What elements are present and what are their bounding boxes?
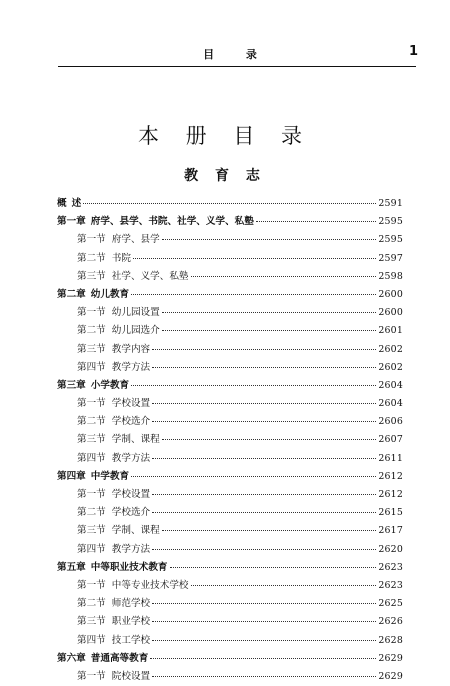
- toc-page-number: 2623: [378, 561, 403, 573]
- toc-chapter-row[interactable]: [57, 468, 403, 486]
- toc-section-row[interactable]: [57, 431, 403, 449]
- toc-page-number: 2600: [378, 307, 403, 319]
- toc-section-row[interactable]: [57, 541, 403, 559]
- toc-section-row[interactable]: [57, 304, 403, 322]
- toc-entry-title: 小学教育: [90, 379, 130, 391]
- toc-entry-number: 第三章: [57, 379, 86, 391]
- dot-leader: [256, 221, 376, 222]
- toc-page-number: 2620: [378, 543, 403, 555]
- toc-entry-title: 中等专业技术学校: [111, 579, 189, 591]
- toc-entry-number: 第二节: [77, 507, 106, 519]
- toc-entry-label: [57, 650, 148, 668]
- toc-entry-number: 第一节: [77, 398, 106, 410]
- toc-page-number: 2604: [378, 379, 403, 391]
- dot-leader: [133, 258, 376, 259]
- toc-entry-title: 中等职业技术教育: [90, 561, 168, 573]
- toc-entry-number: 第一章: [57, 216, 86, 228]
- toc-page-number: 2612: [378, 470, 403, 482]
- toc-section-row[interactable]: [57, 231, 403, 249]
- toc-section-row[interactable]: [57, 595, 403, 613]
- toc-section-row[interactable]: [57, 250, 403, 268]
- dot-leader: [152, 403, 376, 404]
- table-of-contents: [57, 195, 403, 686]
- header-rule: [58, 66, 416, 67]
- toc-entry-title: 教学方法: [111, 361, 151, 373]
- toc-entry-label: [77, 431, 160, 449]
- dot-leader: [162, 530, 377, 531]
- dot-leader: [152, 676, 376, 677]
- toc-section-row[interactable]: [57, 359, 403, 377]
- toc-chapter-row[interactable]: [57, 377, 403, 395]
- toc-entry-label: [57, 377, 129, 395]
- toc-entry-label: [57, 213, 254, 231]
- toc-page-number: 2629: [378, 670, 403, 682]
- toc-entry-number: 概: [57, 198, 67, 209]
- dot-leader: [152, 640, 376, 641]
- toc-page-number: 2606: [378, 416, 403, 428]
- toc-page-number: 2623: [378, 579, 403, 591]
- toc-entry-label: [57, 195, 81, 213]
- toc-entry-label: [77, 595, 150, 613]
- toc-entry-number: 第四节: [77, 543, 106, 555]
- toc-entry-title: 社学、义学、私塾: [111, 270, 189, 282]
- running-head-title: 目 录: [203, 48, 271, 61]
- dot-leader: [152, 349, 376, 350]
- toc-page-number: 2617: [378, 525, 403, 537]
- toc-entry-number: 第二章: [57, 288, 86, 300]
- toc-chapter-row[interactable]: [57, 213, 403, 231]
- toc-section-row[interactable]: [57, 413, 403, 431]
- toc-page-number: 2591: [378, 198, 403, 209]
- toc-entry-number: 第三节: [77, 434, 106, 446]
- dot-leader: [152, 512, 376, 513]
- toc-page-number: 2629: [378, 652, 403, 664]
- toc-entry-title: 技工学校: [111, 634, 151, 646]
- toc-section-row[interactable]: [57, 668, 403, 686]
- toc-entry-number: 第二节: [77, 598, 106, 610]
- toc-entry-title: 书院: [111, 252, 131, 264]
- dot-leader: [162, 312, 377, 313]
- dot-leader: [152, 421, 376, 422]
- toc-entry-number: 第三节: [77, 270, 106, 282]
- toc-section-row[interactable]: [57, 522, 403, 540]
- toc-chapter-row[interactable]: [57, 650, 403, 668]
- toc-entry-title: 学校设置: [111, 489, 151, 500]
- toc-entry-title: 幼儿园设置: [111, 307, 160, 319]
- dot-leader: [191, 585, 377, 586]
- dot-leader: [162, 439, 377, 440]
- toc-entry-label: [77, 486, 150, 504]
- toc-entry-number: 第三节: [77, 343, 106, 355]
- toc-entry-label: [77, 341, 150, 359]
- toc-page-number: 2595: [378, 216, 403, 228]
- toc-entry-number: 第四节: [77, 634, 106, 646]
- toc-entry-number: 第五章: [57, 561, 86, 573]
- section-title: 教 育 志: [184, 168, 266, 184]
- toc-entry-label: [57, 468, 129, 486]
- dot-leader: [131, 294, 376, 295]
- toc-entry-label: [77, 668, 150, 686]
- toc-entry-title: 教学方法: [111, 543, 151, 555]
- toc-entry-title: 学制、课程: [111, 434, 160, 446]
- toc-section-row[interactable]: [57, 504, 403, 522]
- toc-entry-title: 学校选介: [111, 507, 151, 519]
- toc-entry-number: 第四节: [77, 452, 106, 464]
- toc-page-number: 2628: [378, 634, 403, 646]
- toc-entry-title: 师范学校: [111, 598, 151, 610]
- toc-page-number: 2597: [378, 252, 403, 264]
- dot-leader: [162, 239, 377, 240]
- toc-entry-title: 教学内容: [111, 343, 151, 355]
- toc-page-number: 2607: [378, 434, 403, 446]
- toc-entry-number: 第一节: [77, 579, 106, 591]
- toc-page-number: 2595: [378, 234, 403, 246]
- toc-section-row[interactable]: [57, 577, 403, 595]
- page-number: 1: [408, 44, 418, 59]
- toc-entry-title: 府学、县学: [111, 234, 160, 246]
- toc-entry-label: [77, 577, 189, 595]
- dot-leader: [152, 621, 376, 622]
- toc-entry-title: 教学方法: [111, 452, 151, 464]
- toc-entry-number: 第四章: [57, 470, 86, 482]
- toc-entry-label: [77, 250, 131, 268]
- toc-entry-title: 学校设置: [111, 398, 151, 410]
- toc-entry-title: 府学、县学、书院、社学、义学、私塾: [90, 216, 254, 228]
- toc-entry-number: 第二节: [77, 325, 106, 337]
- toc-section-row[interactable]: [57, 395, 403, 413]
- toc-section-row[interactable]: [57, 268, 403, 286]
- dot-leader: [152, 494, 376, 495]
- toc-entry-label: [77, 450, 150, 468]
- running-head: [58, 46, 416, 66]
- toc-section-row[interactable]: [57, 486, 403, 504]
- toc-entry-number: 第二节: [77, 416, 106, 428]
- toc-entry-label: [77, 395, 150, 413]
- toc-section-row[interactable]: [57, 450, 403, 468]
- dot-leader: [131, 476, 376, 477]
- dot-leader: [152, 458, 376, 459]
- toc-entry-number: 第三节: [77, 616, 106, 628]
- toc-entry-label: [57, 559, 168, 577]
- toc-entry-label: [77, 613, 150, 631]
- dot-leader: [152, 549, 376, 550]
- toc-entry-label: [77, 504, 150, 522]
- toc-entry-number: 第一节: [77, 234, 106, 246]
- book-title: 本 册 目 录: [137, 124, 313, 148]
- toc-entry-number: 第一节: [77, 670, 106, 682]
- toc-entry-title: 学校选介: [111, 416, 151, 428]
- toc-entry-title: 学制、课程: [111, 525, 160, 537]
- toc-entry-title: 中学教育: [90, 470, 130, 482]
- toc-entry-label: [77, 231, 160, 249]
- toc-entry-number: 第一节: [77, 489, 106, 500]
- dot-leader: [162, 330, 377, 331]
- toc-entry-title: 院校设置: [111, 670, 151, 682]
- toc-entry-label: [77, 522, 160, 540]
- toc-entry-title: 职业学校: [111, 616, 151, 628]
- toc-page-number: 2604: [378, 398, 403, 410]
- toc-chapter-row[interactable]: [57, 286, 403, 304]
- toc-entry-label: [77, 413, 150, 431]
- toc-chapter-row[interactable]: [57, 559, 403, 577]
- dot-leader: [191, 276, 377, 277]
- toc-entry-number: 第三节: [77, 525, 106, 537]
- toc-section-row[interactable]: [57, 613, 403, 631]
- toc-entry-title: 普通高等教育: [90, 652, 149, 664]
- toc-chapter-row[interactable]: [57, 195, 403, 213]
- toc-entry-label: [77, 268, 189, 286]
- toc-entry-number: 第四节: [77, 361, 106, 373]
- toc-page-number: 2625: [378, 598, 403, 610]
- toc-page-number: 2612: [378, 489, 403, 500]
- toc-section-row[interactable]: [57, 322, 403, 340]
- toc-page-number: 2602: [378, 343, 403, 355]
- toc-entry-number: 第二节: [77, 252, 106, 264]
- toc-section-row[interactable]: [57, 632, 403, 650]
- dot-leader: [170, 567, 377, 568]
- toc-page-number: 2601: [378, 325, 403, 337]
- dot-leader: [152, 367, 376, 368]
- toc-entry-number: 第一节: [77, 307, 106, 319]
- toc-page-number: 2626: [378, 616, 403, 628]
- toc-section-row[interactable]: [57, 341, 403, 359]
- toc-entry-label: [77, 632, 150, 650]
- dot-leader: [152, 603, 376, 604]
- dot-leader: [150, 658, 376, 659]
- toc-entry-label: [77, 541, 150, 559]
- toc-entry-number: 第六章: [57, 652, 86, 664]
- dot-leader: [83, 203, 376, 204]
- toc-entry-label: [57, 286, 129, 304]
- toc-entry-title: 幼儿园选介: [111, 325, 160, 337]
- toc-entry-label: [77, 322, 160, 340]
- toc-entry-label: [77, 304, 160, 322]
- toc-entry-label: [77, 359, 150, 377]
- toc-entry-title: 幼儿教育: [90, 288, 130, 300]
- toc-page-number: 2602: [378, 361, 403, 373]
- toc-entry-title: 述: [71, 198, 82, 209]
- toc-page-number: 2600: [378, 288, 403, 300]
- toc-page-number: 2598: [378, 270, 403, 282]
- toc-page-number: 2611: [378, 452, 403, 464]
- toc-page-number: 2615: [378, 507, 403, 519]
- dot-leader: [131, 385, 376, 386]
